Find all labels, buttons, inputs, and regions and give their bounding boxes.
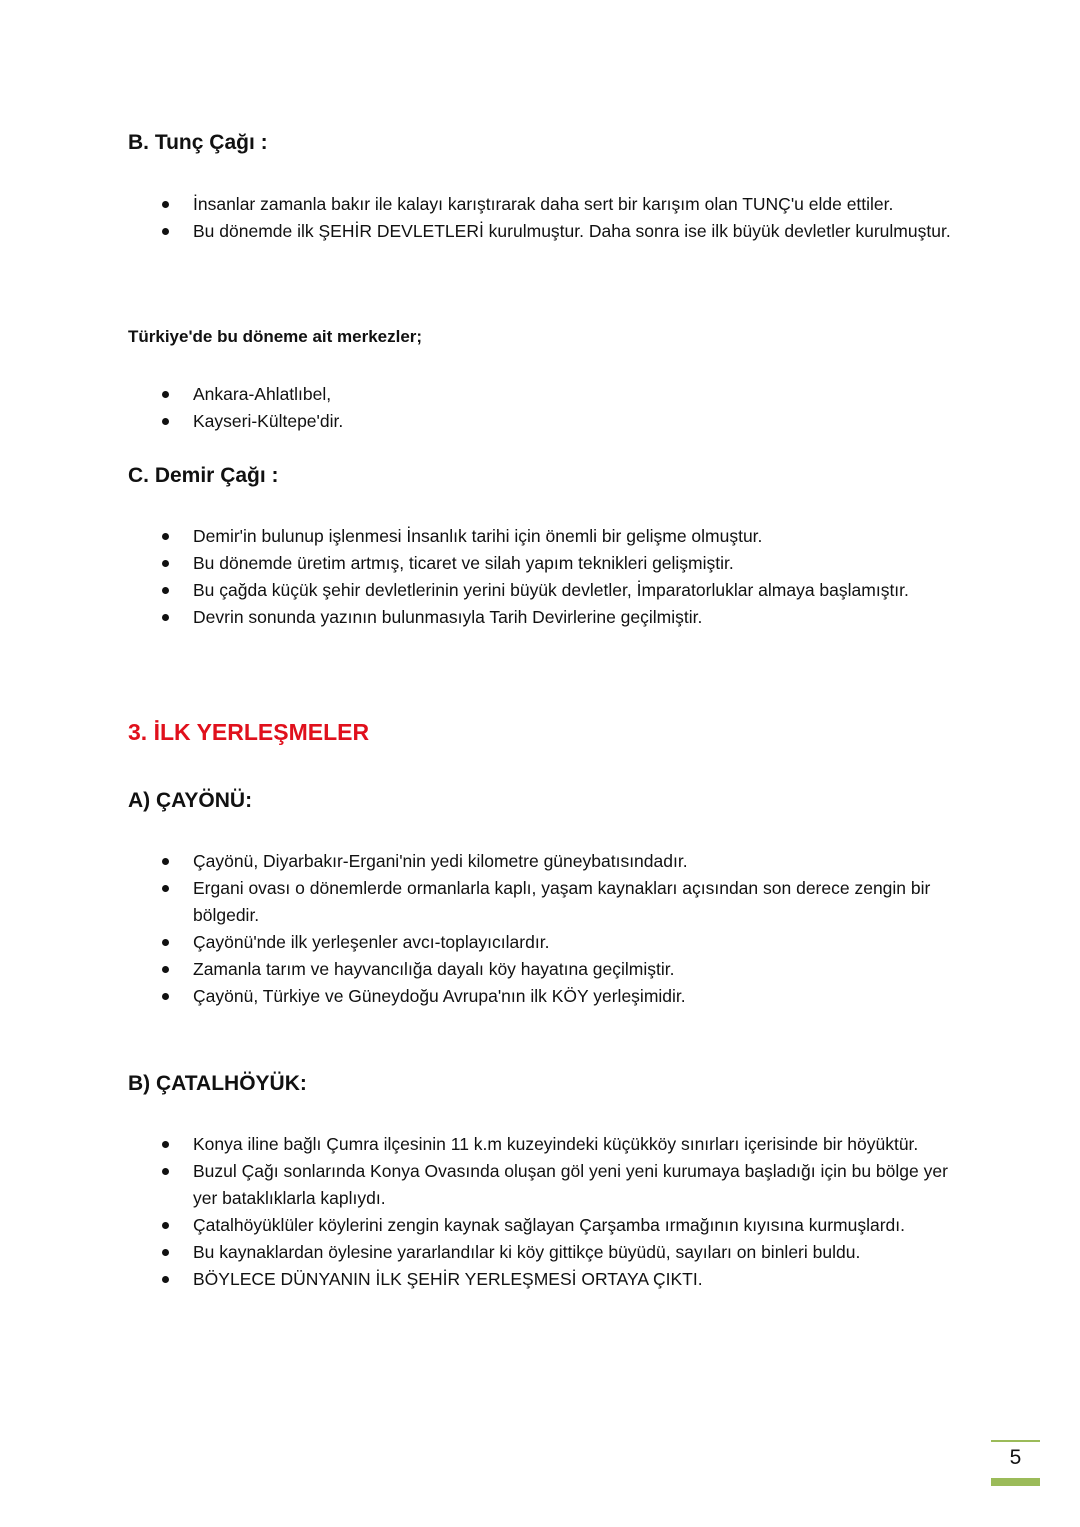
list-item: Çayönü, Diyarbakır-Ergani'nin yedi kilometre güneybatısındadır.: [0, 848, 958, 875]
bullet-icon: [162, 858, 169, 865]
list-item: Zamanla tarım ve hayvancılığa dayalı köy hayatına geçilmiştir.: [0, 956, 958, 983]
list-item: Çayönü, Türkiye ve Güneydoğu Avrupa'nın ilk KÖY yerleşimidir.: [0, 983, 958, 1010]
bullet-list-cayonu: [0, 848, 958, 1010]
page-number: 5: [1009, 1446, 1022, 1469]
list-item: Çatalhöyüklüler köylerini zengin kaynak sağlayan Çarşamba ırmağının kıyısına kurmuşlardı.: [0, 1212, 958, 1239]
subsection-heading-cayonu: A) ÇAYÖNÜ:: [128, 789, 253, 812]
bullet-icon: [162, 560, 169, 567]
section-heading-demir-cagi: C. Demir Çağı :: [128, 464, 279, 487]
list-item: Bu dönemde üretim artmış, ticaret ve silah yapım teknikleri gelişmiştir.: [0, 550, 958, 577]
bullet-icon: [162, 1168, 169, 1175]
bullet-icon: [162, 587, 169, 594]
list-item: Bu kaynaklardan öylesine yararlandılar ki köy gittikçe büyüdü, sayıları on binleri buldu.: [0, 1239, 958, 1266]
list-item: Bu çağda küçük şehir devletlerinin yerini büyük devletler, İmparatorluklar almaya başlamıştır.: [0, 577, 958, 604]
bullet-list-centers: [0, 381, 958, 435]
list-item: Buzul Çağı sonlarında Konya Ovasında oluşan göl yeni yeni kurumaya başladığı için bu bölge yer yer bataklıklarla kaplıydı.: [0, 1158, 958, 1212]
list-item: Devrin sonunda yazının bulunmasıyla Tarih Devirlerine geçilmiştir.: [0, 604, 958, 631]
list-item: Kayseri-Kültepe'dir.: [0, 408, 958, 435]
bullet-icon: [162, 418, 169, 425]
bullet-icon: [162, 391, 169, 398]
bullet-icon: [162, 533, 169, 540]
bullet-icon: [162, 993, 169, 1000]
list-item: Çayönü'nde ilk yerleşenler avcı-toplayıcılardır.: [0, 929, 958, 956]
section-heading-tunc-cagi: B. Tunç Çağı :: [128, 131, 268, 154]
bullet-icon: [162, 885, 169, 892]
bullet-icon: [162, 939, 169, 946]
bullet-list-tunc: [0, 191, 958, 245]
list-item: İnsanlar zamanla bakır ile kalayı karıştırarak daha sert bir karışım olan TUNÇ'u elde ettiler.: [0, 191, 958, 218]
subsection-heading-catalhoyuk: B) ÇATALHÖYÜK:: [128, 1072, 307, 1095]
list-item: BÖYLECE DÜNYANIN İLK ŞEHİR YERLEŞMESİ ORTAYA ÇIKTI.: [0, 1266, 958, 1293]
list-item: Demir'in bulunup işlenmesi İnsanlık tarihi için önemli bir gelişme olmuştur.: [0, 523, 958, 550]
bullet-icon: [162, 201, 169, 208]
list-item: Ergani ovası o dönemlerde ormanlarla kaplı, yaşam kaynakları açısından son derece zengin bir bölgedir.: [0, 875, 958, 929]
bullet-icon: [162, 614, 169, 621]
bullet-icon: [162, 966, 169, 973]
page-number-bottom-bar: [991, 1478, 1040, 1486]
list-item: Konya iline bağlı Çumra ilçesinin 11 k.m kuzeyindeki küçükköy sınırları içerisinde bir höyüktür.: [0, 1131, 958, 1158]
chapter-heading-ilk-yerlesmeler: 3. İLK YERLEŞMELER: [128, 719, 370, 745]
centers-label: Türkiye'de bu döneme ait merkezler;: [128, 327, 423, 346]
page-number-top-rule: [991, 1440, 1040, 1442]
bullet-list-demir: [0, 523, 958, 631]
bullet-icon: [162, 1249, 169, 1256]
bullet-icon: [162, 1141, 169, 1148]
bullet-icon: [162, 228, 169, 235]
bullet-icon: [162, 1276, 169, 1283]
list-item: Ankara-Ahlatlıbel,: [0, 381, 958, 408]
bullet-list-catalhoyuk: [0, 1131, 958, 1293]
bullet-icon: [162, 1222, 169, 1229]
list-item: Bu dönemde ilk ŞEHİR DEVLETLERİ kurulmuştur. Daha sonra ise ilk büyük devletler kurulmuştur.: [0, 218, 958, 245]
